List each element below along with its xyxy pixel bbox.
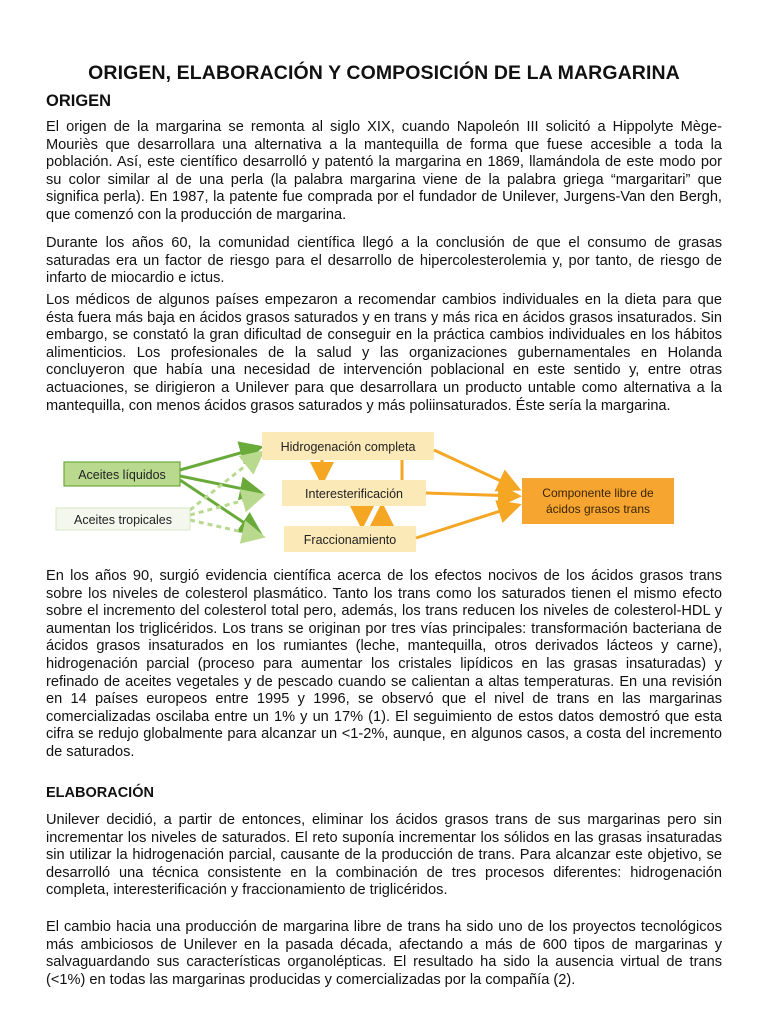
paragraph-1: El origen de la margarina se remonta al siglo XIX, cuando Napoleón III solicitó a Hippolyte Mège-Mouriès que desarrollara una alternativa a la mantequilla de forma que fuese accesible a toda la población. Así, este científico desarrolló y patentó la margarina en 1869, llamándola de este modo por su color similar al de una perla (la palabra margarina viene de la palabra griega “margaritari” que significa perla). En 1987, la patente fue comprada por el fundador de Unilever, Jurgens-Van den Bergh, que comenzó con la producción de margarina.	[46, 119, 722, 223]
label-interesterificacion: Interesterificación	[305, 487, 403, 501]
arrow-liquidos-hidrogenacion	[180, 448, 258, 470]
document-title: ORIGEN, ELABORACIÓN Y COMPOSICIÓN DE LA MARGARINA	[88, 62, 680, 84]
label-fraccionamiento: Fraccionamiento	[303, 533, 397, 547]
arrow-tropicales-hidrogenacion	[190, 454, 260, 510]
label-aceites-tropicales: Aceites tropicales	[74, 513, 172, 527]
paragraph-2: Durante los años 60, la comunidad científica llegó a la conclusión de que el consumo de grasas saturadas era un factor de riesgo para el desarrollo de hipercolesterolemia y, por tanto, de riesgo de infarto de miocardio e ictus.	[46, 235, 722, 287]
box-componente-libre-trans	[522, 478, 674, 524]
label-hidrogenacion-completa: Hidrogenación completa	[280, 440, 416, 454]
section-heading-elaboracion: ELABORACIÓN	[46, 785, 154, 801]
arrow-interesterificacion-output	[426, 493, 516, 496]
arrow-fraccionamiento-output	[416, 506, 516, 538]
arrow-tropicales-interesterificacion	[190, 496, 260, 515]
margarine-process-diagram	[50, 426, 680, 561]
label-aceites-liquidos: Aceites líquidos	[78, 468, 166, 482]
section-heading-origen: ORIGEN	[46, 92, 112, 110]
paragraph-6: El cambio hacia una producción de margarina libre de trans ha sido uno de los proyectos tecnológicos más ambiciosos de Unilever en la pasada década, afectando a más de 600 tipos de margarinas y salvaguardando sus características organolépticas. El resultado ha sido la ausencia virtual de trans (<1%) en todas las margarinas producidas y comercializadas por la compañía (2).	[46, 919, 722, 988]
label-componente-line1: Componente libre de	[542, 486, 654, 500]
arrow-hidrogenacion-output	[434, 450, 516, 488]
label-componente-line2: ácidos grasos trans	[545, 502, 651, 516]
paragraph-4: En los años 90, surgió evidencia científica acerca de los efectos nocivos de los ácidos grasos trans sobre los niveles de colesterol plasmático. Tanto los trans como los saturados tienen el mismo efecto sobre el incremento del colesterol total pero, además, los trans reducen los niveles de colesterol-HDL y aumentan los triglicéridos. Los trans se originan por tres vías principales: transformación bacteriana de ácidos grasos insaturados en los rumiantes (leche, mantequilla, otros derivados lácteos y carne), hidrogenación parcial (proceso para aumentar los cristales lipídicos en las grasas insaturadas) y refinado de aceites vegetales y de pescado cuando se calientan a altas temperaturas. En una revisión en 14 países europeos entre 1995 y 1996, se observó que el nivel de trans en las margarinas comercializadas oscilaba entre un 1% y un 17% (1). El seguimiento de estos datos demostró que esta cifra se redujo globalmente para alcanzar un <1-2%, aunque, en algunos casos, a costa del incremento de saturados.	[46, 568, 722, 760]
paragraph-5: Unilever decidió, a partir de entonces, eliminar los ácidos grasos trans de sus margarinas pero sin incrementar los niveles de saturados. El reto suponía incrementar los sólidos en las grasas insaturadas sin utilizar la hidrogenación parcial, causante de la producción de trans. Para alcanzar este objetivo, se desarrolló una técnica consistente en la combinación de tres procesos diferentes: hidrogenación completa, interesterificación y fraccionamiento de triglicéridos.	[46, 812, 722, 899]
paragraph-3: Los médicos de algunos países empezaron a recomendar cambios individuales en la dieta para que ésta fuera más baja en ácidos grasos saturados y en trans y más rica en ácidos grasos insaturados. Sin embargo, se constató la gran dificultad de conseguir en la práctica cambios individuales en los hábitos alimenticios. Los profesionales de la salud y las organizaciones gubernamentales en Holanda concluyeron que había una necesidad de intervención poblacional en este sentido y, entre otras actuaciones, se dirigieron a Unilever para que desarrollara un producto untable como alternativa a la mantequilla, con menos ácidos grasos saturados y más poliinsaturados. Éste sería la margarina.	[46, 292, 722, 414]
